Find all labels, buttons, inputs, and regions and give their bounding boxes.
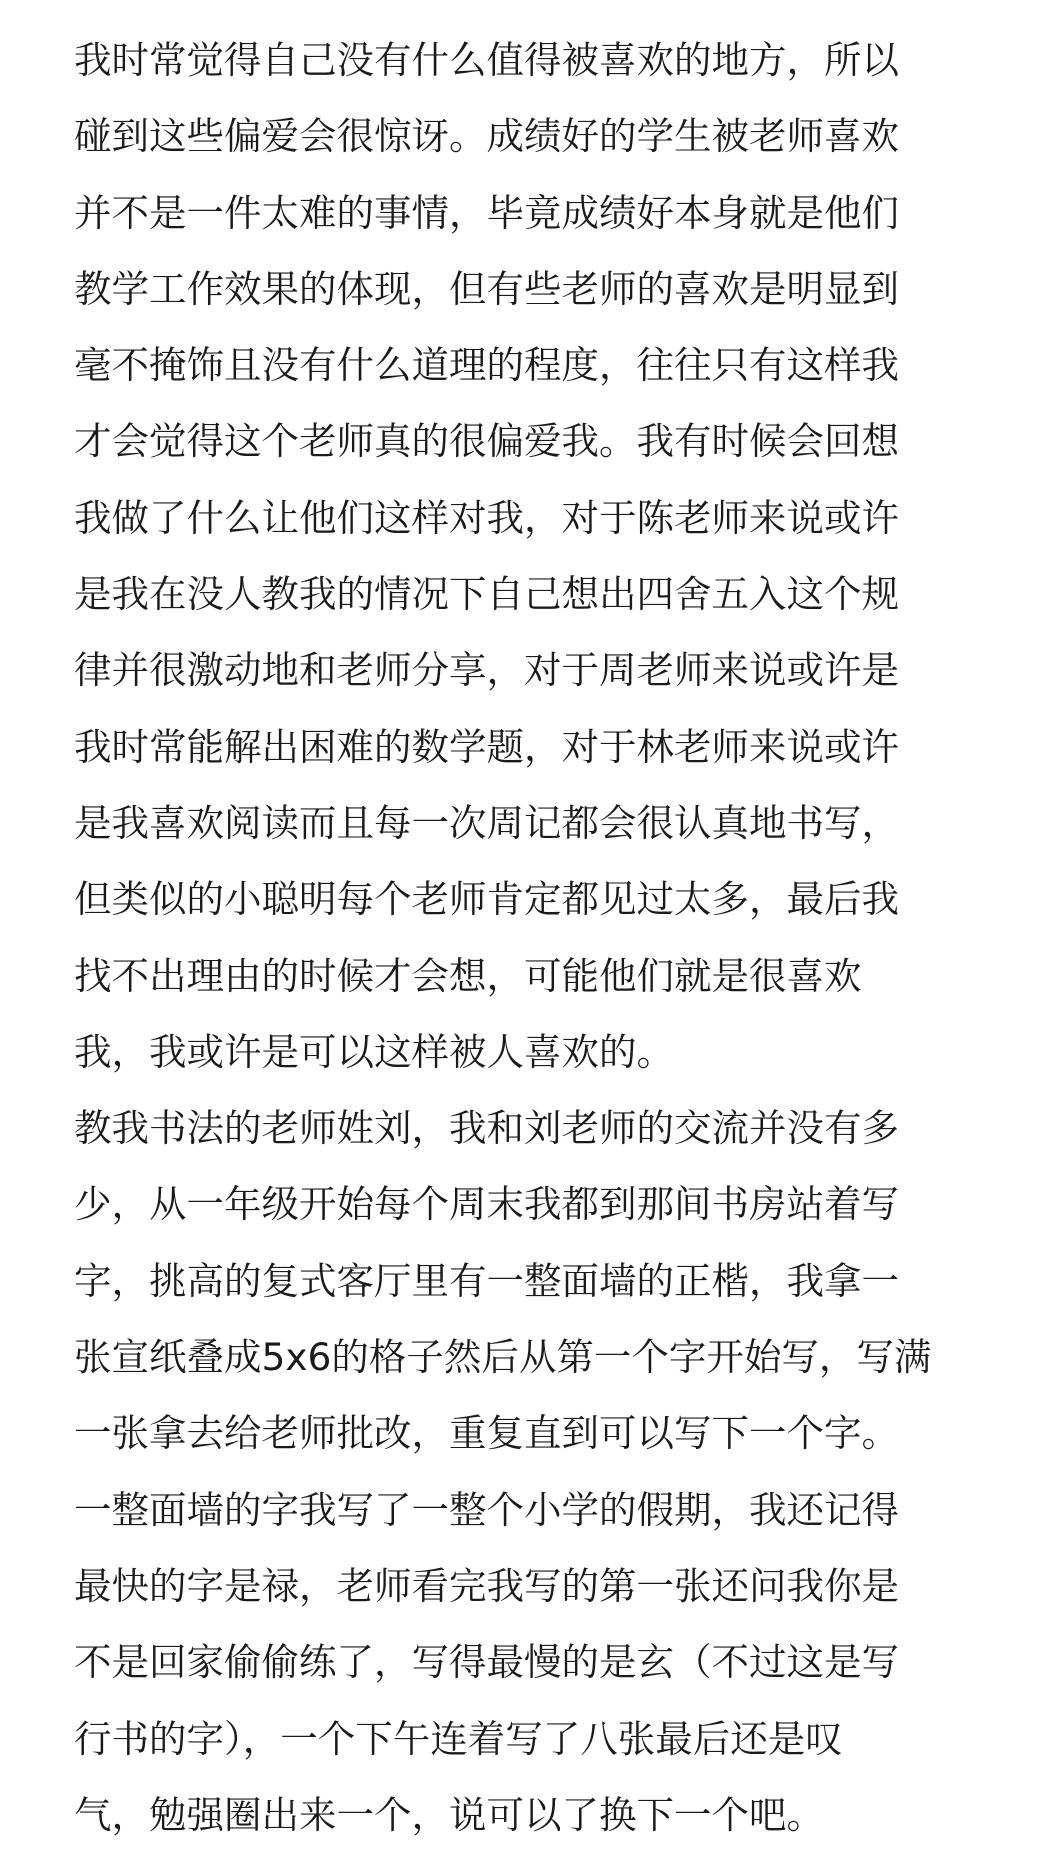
- text-line: 我时常能解出困难的数学题，对于林老师来说或许: [74, 724, 899, 769]
- text-line: 毫不掩饰且没有什么道理的程度，往往只有这样我: [74, 343, 899, 388]
- text-line: 教学工作效果的体现，但有些老师的喜欢是明显到: [74, 266, 899, 311]
- text-line: 我时常觉得自己没有什么值得被喜欢的地方，所以: [74, 38, 899, 82]
- text-line: 不是回家偷偷练了，写得最慢的是玄（不过这是写: [74, 1640, 899, 1685]
- text-line: 行书的字），一个下午连着写了八张最后还是叹: [74, 1716, 843, 1761]
- text-line: 教我书法的老师姓刘，我和刘老师的交流并没有多: [74, 1106, 899, 1151]
- text-line: 一张拿去给老师批改，重复直到可以写下一个字。: [74, 1411, 899, 1456]
- text-line: 字，挑高的复式客厅里有一整面墙的正楷，我拿一: [74, 1258, 899, 1303]
- text-line: 我做了什么让他们这样对我，对于陈老师来说或许: [74, 495, 899, 540]
- text-line: 并不是一件太难的事情，毕竟成绩好本身就是他们: [74, 190, 899, 235]
- text-line: 律并很激动地和老师分享，对于周老师来说或许是: [74, 648, 899, 693]
- text-line: 是我喜欢阅读而且每一次周记都会很认真地书写，: [74, 800, 899, 845]
- text-line: 找不出理由的时候才会想，可能他们就是很喜欢: [74, 953, 862, 998]
- text-line: 但类似的小聪明每个老师肯定都见过太多，最后我: [74, 877, 899, 922]
- text-line: 最快的字是禄，老师看完我写的第一张还问我你是: [74, 1563, 899, 1608]
- article-body: [74, 22, 1014, 1853]
- text-line: 我，我或许是可以这样被人喜欢的。: [74, 1029, 674, 1074]
- text-line: 才会觉得这个老师真的很偏爱我。我有时候会回想: [74, 419, 899, 464]
- text-line: 少，从一年级开始每个周末我都到那间书房站着写: [74, 1182, 899, 1227]
- text-line: 碰到这些偏爱会很惊讶。成绩好的学生被老师喜欢: [74, 114, 899, 159]
- text-line: 张宣纸叠成5x6的格子然后从第一个字开始写，写满: [74, 1335, 932, 1380]
- text-line: 是我在没人教我的情况下自己想出四舍五入这个规: [74, 572, 899, 617]
- text-line: 气，勉强圈出来一个，说可以了换下一个吧。: [74, 1792, 824, 1837]
- text-line: 一整面墙的字我写了一整个小学的假期，我还记得: [74, 1487, 899, 1532]
